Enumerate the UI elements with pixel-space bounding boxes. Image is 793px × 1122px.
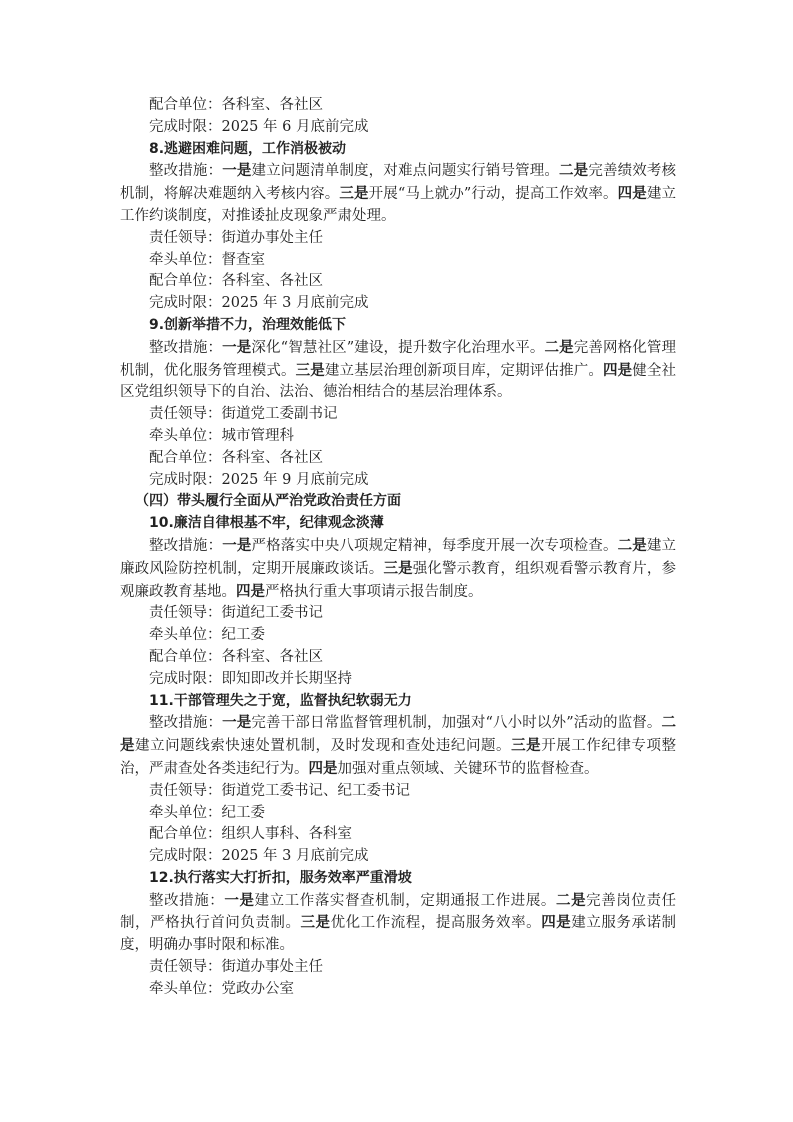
measures-paragraph-11: 整改措施：一是完善干部日常监督管理机制，加强对“八小时以外”活动的监督。二是建立问题线索快速处置机制，及时发现和查处违纪问题。三是开展工作纪律专项整治，严肃查处各类违纪行为。四是加强对重点领域、关键环节的监督检查。 — [120, 714, 677, 777]
item-heading-12: 12.执行落实大打折扣，服务效率严重滑坡 — [149, 869, 412, 886]
lead-unit-line-11: 牵头单位：纪工委 — [149, 804, 265, 821]
deadline-line-9: 完成时限：2025 年 9 月底前完成 — [149, 471, 369, 488]
responsible-leader-line-11: 责任领导：街道党工委书记、纪工委书记 — [149, 782, 410, 799]
responsible-leader-line-12: 责任领导：街道办事处主任 — [149, 959, 323, 976]
item-heading-8: 8.逃避困难问题，工作消极被动 — [149, 140, 347, 157]
item-heading-10: 10.廉洁自律根基不牢，纪律观念淡薄 — [149, 515, 384, 532]
cooperating-units-line: 配合单位：各科室、各社区 — [149, 97, 323, 113]
deadline-line-8: 完成时限：2025 年 3 月底前完成 — [149, 295, 369, 312]
deadline-line-10: 完成时限：即知即改并长期坚持 — [149, 670, 352, 687]
measures-paragraph-9: 整改措施：一是深化“智慧社区”建设，提升数字化治理水平。二是完善网格化管理机制，优化服务管理模式。三是建立基层治理创新项目库，定期评估推广。四是健全社区党组织领导下的自治、法治、德治相结合的基层治理体系。 — [120, 338, 677, 401]
lead-unit-line-9: 牵头单位：城市管理科 — [149, 427, 294, 444]
lead-unit-line-12: 牵头单位：党政办公室 — [149, 980, 294, 997]
responsible-leader-line-8: 责任领导：街道办事处主任 — [149, 229, 323, 246]
deadline-line: 完成时限：2025 年 6 月底前完成 — [149, 118, 369, 135]
measures-paragraph-10: 整改措施：一是严格落实中央八项规定精神，每季度开展一次专项检查。二是建立廉政风险防控机制，定期开展廉政谈话。三是强化警示教育，组织观看警示教育片，参观廉政教育基地。四是严格执行重大事项请示报告制度。 — [120, 536, 677, 600]
responsible-leader-line-9: 责任领导：街道党工委副书记 — [149, 406, 338, 423]
cooperating-units-line-11: 配合单位：组织人事科、各科室 — [149, 826, 352, 843]
cooperating-units-line-9: 配合单位：各科室、各社区 — [149, 449, 323, 466]
section-heading-4: （四）带头履行全面从严治党政治责任方面 — [135, 493, 401, 510]
cooperating-units-line-8: 配合单位：各科室、各社区 — [149, 273, 323, 290]
responsible-leader-line-10: 责任领导：街道纪工委书记 — [149, 605, 323, 622]
lead-unit-line-10: 牵头单位：纪工委 — [149, 627, 265, 644]
item-heading-11: 11.干部管理失之于宽，监督执纪软弱无力 — [149, 692, 412, 709]
deadline-line-11: 完成时限：2025 年 3 月底前完成 — [149, 848, 369, 865]
lead-unit-line-8: 牵头单位：督查室 — [149, 251, 265, 268]
measures-paragraph-12: 整改措施：一是建立工作落实督查机制，定期通报工作进展。二是完善岗位责任制，严格执行首问负责制。三是优化工作流程，提高服务效率。四是建立服务承诺制度，明确办事时限和标准。 — [120, 891, 677, 954]
measures-paragraph-8: 整改措施：一是建立问题清单制度，对难点问题实行销号管理。二是完善绩效考核机制，将解决难题纳入考核内容。三是开展“马上就办”行动，提高工作效率。四是建立工作约谈制度，对推诿扯皮现象严肃处理。 — [120, 162, 677, 224]
cooperating-units-line-10: 配合单位：各科室、各社区 — [149, 648, 323, 665]
item-heading-9: 9.创新举措不力，治理效能低下 — [149, 316, 347, 333]
document-body — [120, 95, 676, 1001]
